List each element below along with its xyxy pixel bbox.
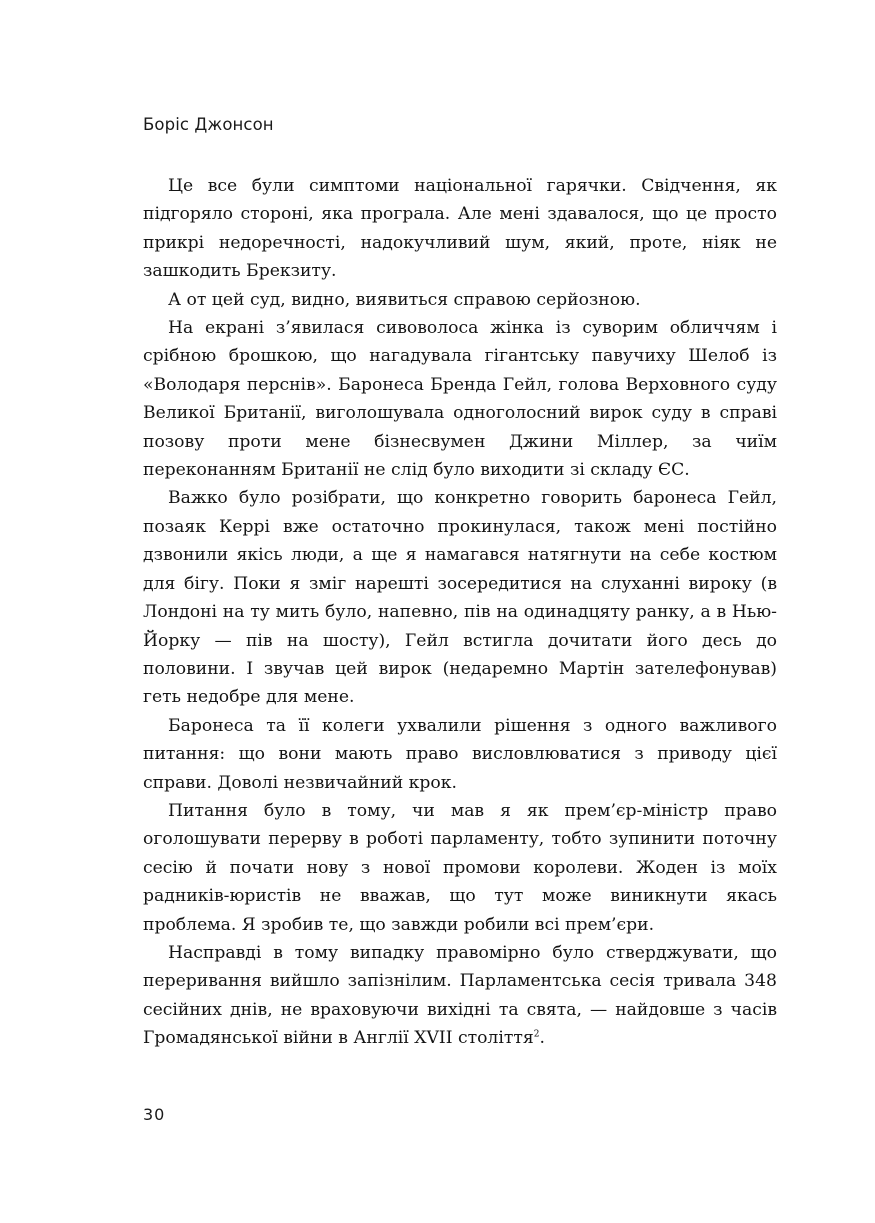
body-text [143,172,777,1053]
page-number: 30 [143,1105,166,1124]
paragraph-6: Питання було в тому, чи мав я як прем’єр-міністр право оголошувати перерву в роботі парламенту, тобто зупинити поточну сесію й почати нову з нової промови королеви. Жоден із моїх радників-юристів не вважав, що тут може виникнути якась проблема. Я зробив те, що завжди робили всі прем’єри. [143,800,777,935]
paragraph-2: А от цей суд, видно, виявиться справою серйозною. [168,289,641,310]
footnote-reference[interactable]: 2 [533,1029,540,1040]
paragraph-4: Важко було розібрати, що конкретно говорить баронеса Гейл, позаяк Керрі вже остаточно прокинулася, також мені постійно дзвонили якісь люди, а ще я намагався натягнути на себе костюм для бігу. Поки я зміг нарешті зосередитися на слуханні вироку (в Лондоні на ту мить було, напевно, пів на одинадцяту ранку, а в Нью-Йорку — пів на шосту), Гейл встигла дочитати його десь до половини. І звучав цей вирок (недаремно Мартін зателефонував) геть недобре для мене. [143,488,777,708]
paragraph-1: Це все були симптоми національної гарячки. Свідчення, як підгоряло стороні, яка програла. Але мені здавалося, що це просто прикрі недоречності, надокучливий шум, який, проте, ніяк не зашкодить Брекзиту. [143,176,777,282]
paragraph-3: На екрані з’явилася сивоволоса жінка із суворим обличчям і срібною брошкою, що нагадувала гігантську павучиху Шелоб із «Володаря перснів». Баронеса Бренда Гейл, голова Верховного суду Великої Британії, виголошувала одноголосний вирок суду в справі позову проти мене бізнесвумен Джини Міллер, за чиїм переконанням Британії не слід було виходити зі складу ЄС. [143,318,777,481]
paragraph-5: Баронеса та її колеги ухвалили рішення з одного важливого питання: що вони мають право висловлюватися з приводу цієї справи. Доволі незвичайний крок. [143,715,777,793]
running-header-author: Боріс Джонсон [143,115,274,134]
paragraph-7-text: Насправді в тому випадку правомірно було стверджувати, що переривання вийшло запізнілим. Парламентська сесія тривала 348 сесійних днів, не враховуючи вихідні та свята, — найдовше з часів Громадянської війни в Англії XVII століття [143,942,777,1049]
paragraph-7: Насправді в тому випадку правомірно було стверджувати, що переривання вийшло запізнілим. Парламентська сесія тривала 348 сесійних днів, не враховуючи вихідні та свята, — найдовше з часів Громадянської війни в Англії XVII століття$^2$. [143,942,777,1049]
